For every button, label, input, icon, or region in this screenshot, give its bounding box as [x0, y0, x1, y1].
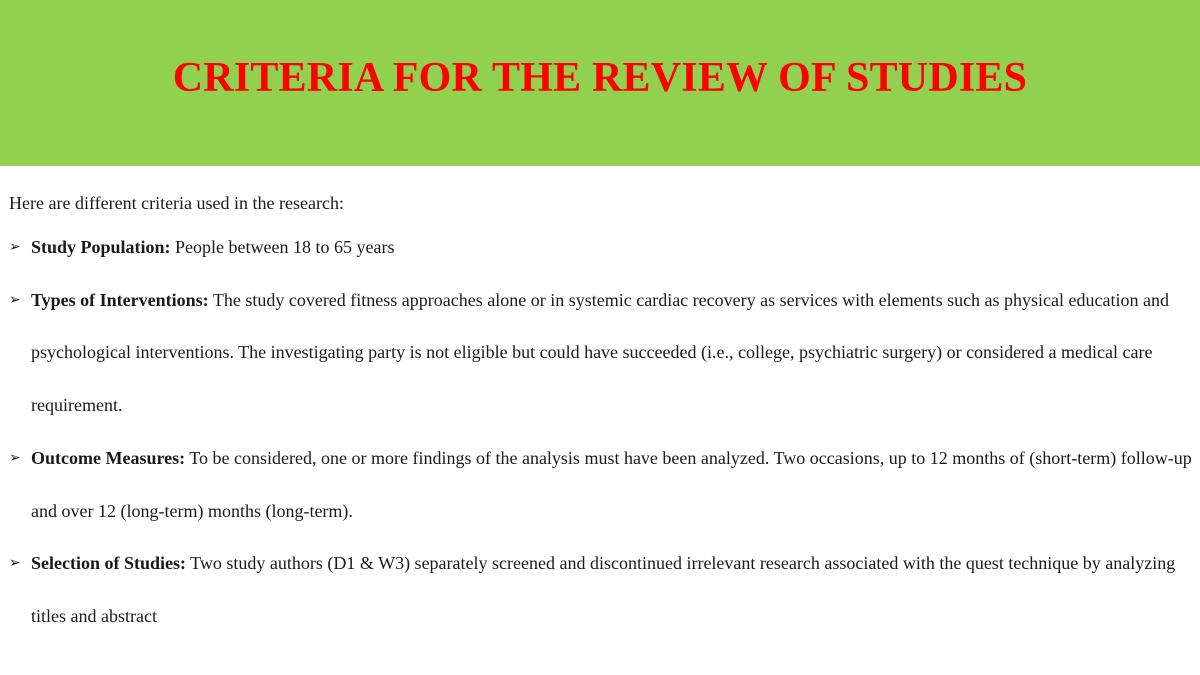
criteria-list	[9, 221, 1200, 643]
arrowhead-bullet-icon: ➢	[9, 239, 21, 255]
item-text: Two study authors (D1 & W3) separately screened and discontinued irrelevant research associated with the quest technique by analyzing titles and abstract	[31, 553, 1176, 626]
item-term: Study Population:	[31, 237, 171, 257]
arrowhead-bullet-icon: ➢	[9, 449, 21, 466]
list-item-outcome-measures	[9, 432, 1200, 537]
item-text: To be considered, one or more findings of the analysis must have been analyzed. Two occasions, up to 12 months of (short-term) follow-up and over 12 (long-term) months (long-term).	[31, 447, 1192, 521]
item-term: Outcome Measures:	[31, 447, 186, 468]
list-item-study-population	[9, 221, 1200, 274]
page-title: CRITERIA FOR THE REVIEW OF STUDIES	[172, 55, 1028, 101]
item-text: The study covered fitness approaches alone or in systemic cardiac recovery as services with elements such as physical education and psychological interventions. The investigating party is not eligible but could have succeeded (i.e., college, psychiatric surgery) or considered a medical care requirement.	[31, 289, 1169, 416]
list-item-selection-of-studies	[9, 537, 1200, 642]
item-term: Types of Interventions:	[31, 289, 209, 310]
title-banner	[0, 0, 1200, 166]
arrowhead-bullet-icon: ➢	[9, 291, 21, 308]
intro-text: Here are different criteria used in the research:	[9, 193, 344, 213]
item-term: Selection of Studies:	[31, 553, 186, 574]
arrowhead-bullet-icon: ➢	[9, 555, 21, 572]
list-item-types-of-interventions	[9, 274, 1200, 432]
item-text: People between 18 to 65 years	[170, 237, 395, 257]
document-body	[0, 166, 1200, 643]
